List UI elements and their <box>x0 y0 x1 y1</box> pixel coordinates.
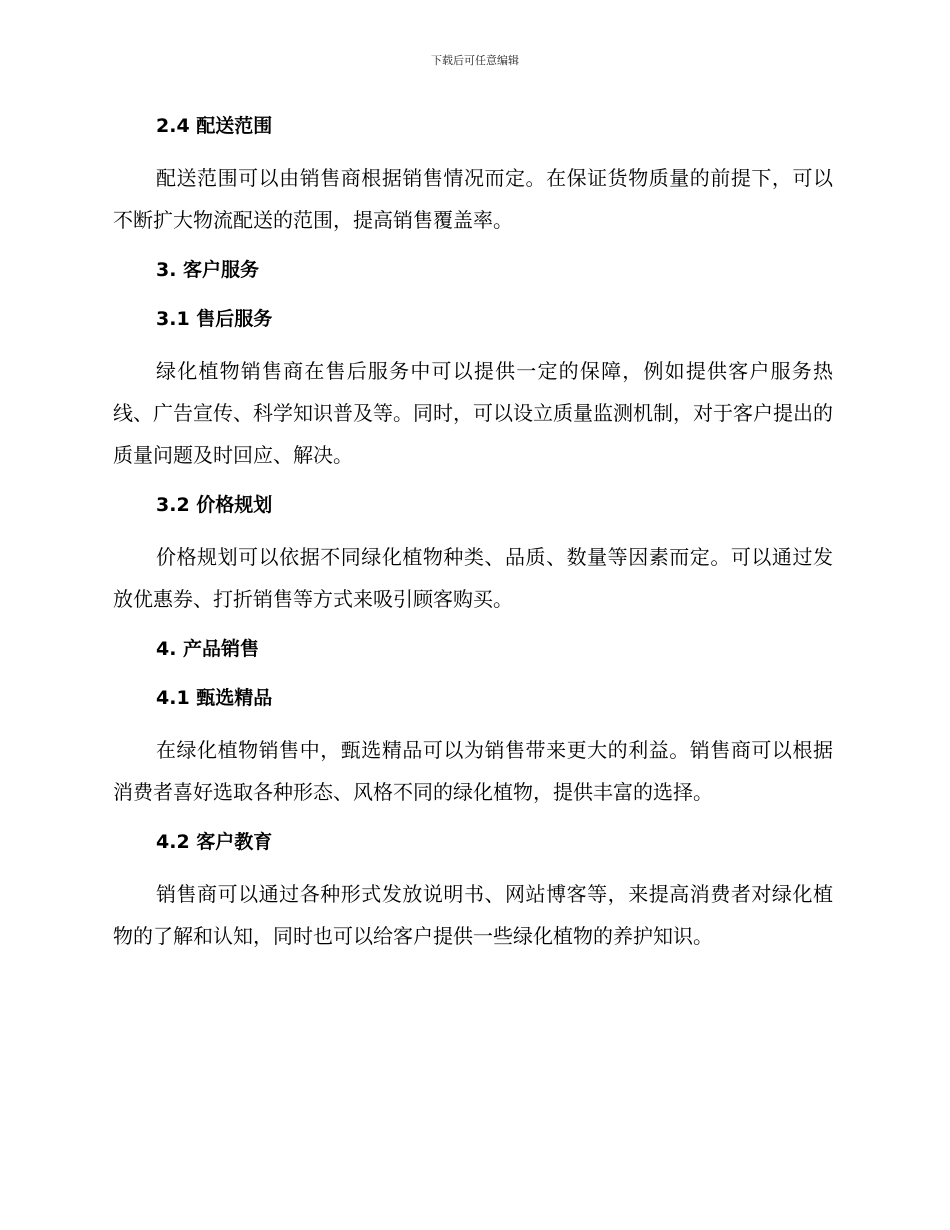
document-body <box>113 108 833 957</box>
section-paragraph-3-2: 价格规划可以依据不同绿化植物种类、品质、数量等因素而定。可以通过发放优惠券、打折销售等方式来吸引顾客购买。 <box>113 545 833 611</box>
page-header: 下载后可任意编辑 <box>431 54 519 67</box>
section-heading-4-2: 4.2 客户教育 <box>156 831 273 853</box>
section-heading-3-1: 3.1 售后服务 <box>156 308 273 330</box>
section-heading-4: 4. 产品销售 <box>156 638 260 660</box>
section-paragraph-3-1: 绿化植物销售商在售后服务中可以提供一定的保障，例如提供客户服务热线、广告宣传、科学知识普及等。同时，可以设立质量监测机制，对于客户提出的质量问题及时回应、解决。 <box>113 359 833 467</box>
section-paragraph-4-2: 销售商可以通过各种形式发放说明书、网站博客等，来提高消费者对绿化植物的了解和认知，同时也可以给客户提供一些绿化植物的养护知识。 <box>113 882 833 948</box>
section-paragraph-4-1: 在绿化植物销售中，甄选精品可以为销售带来更大的利益。销售商可以根据消费者喜好选取各种形态、风格不同的绿化植物，提供丰富的选择。 <box>113 738 833 804</box>
section-heading-3: 3. 客户服务 <box>156 259 260 281</box>
section-heading-2-4: 2.4 配送范围 <box>156 115 273 137</box>
section-heading-3-2: 3.2 价格规划 <box>156 494 273 516</box>
section-heading-4-1: 4.1 甄选精品 <box>156 687 273 709</box>
section-paragraph-2-4: 配送范围可以由销售商根据销售情况而定。在保证货物质量的前提下，可以不断扩大物流配送的范围，提高销售覆盖率。 <box>113 166 833 232</box>
